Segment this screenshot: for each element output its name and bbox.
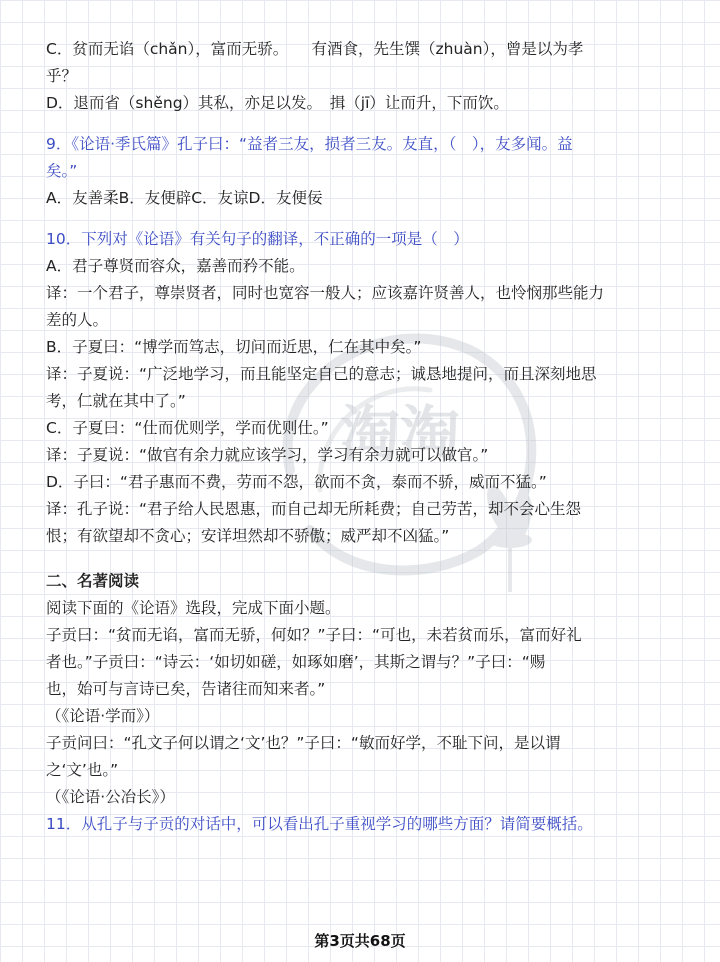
watermark-text: 淘淘 <box>340 400 460 470</box>
passage-line: 者也。”子贡曰：“诗云：‘如切如磋，如琢如磨’，其斯之谓与？”子曰：“赐 <box>46 653 546 671</box>
q10-line: C．子夏曰：“仕而优则学，学而优则仕。” <box>46 419 329 437</box>
q10-line: D．子曰：“君子惠而不费，劳而不怨，欲而不贪，泰而不骄，威而不猛。” <box>46 473 547 491</box>
document-page <box>46 36 686 838</box>
q10-line: 考，仁就在其中了。” <box>46 392 186 410</box>
passage-source: （《论语·公冶长》） <box>46 788 175 806</box>
q9-stem-line1: 9．《论语·季氏篇》孔子曰：“益者三友，损者三友。友直，（ ），友多闻。益 <box>46 135 573 153</box>
q8-option-d: D．退而省（shěng）其私，亦足以发。 揖（jī）让而升，下而饮。 <box>46 94 509 112</box>
q10-line: A．君子尊贤而容众，嘉善而矜不能。 <box>46 257 305 275</box>
q10-stem: 10．下列对《论语》有关句子的翻译，不正确的一项是（ ） <box>46 230 469 248</box>
q8-option-c-line2: 乎？ <box>46 67 78 85</box>
q10-line: 恨；有欲望却不贪心；安详坦然却不骄傲；威严却不凶猛。” <box>46 527 450 545</box>
q8-option-c-line1: C．贫而无谄（chǎn），富而无骄。 有酒食，先生馔（zhuàn），曾是以为孝 <box>46 40 584 58</box>
q11-stem: 11．从孔子与子贡的对话中，可以看出孔子重视学习的哪些方面？请简要概括。 <box>46 815 593 833</box>
q9-options: A．友善柔B．友便辟C．友谅D．友便佞 <box>46 189 323 207</box>
q10-line: 译：子夏说：“做官有余力就应该学习，学习有余力就可以做官。” <box>46 446 489 464</box>
passage-line: 之‘文’也。” <box>46 761 119 779</box>
q10-line: 译：子夏说：“广泛地学习，而且能坚定自己的意志；诚恳地提问，而且深刻地思 <box>46 365 597 383</box>
passage-line: 子贡曰：“贫而无谄，富而无骄，何如？”子曰：“可也，未若贫而乐，富而好礼 <box>46 626 582 644</box>
q10-line: B．子夏曰：“博学而笃志，切问而近思，仁在其中矣。” <box>46 338 422 356</box>
section-heading: 二、名著阅读 <box>46 572 140 590</box>
passage-line: 阅读下面的《论语》选段，完成下面小题。 <box>46 599 341 617</box>
q10-line: 译：一个君子，尊崇贤者，同时也宽容一般人；应该嘉许贤善人，也怜悯那些能力 <box>46 284 605 302</box>
q9-stem-line2: 矣。” <box>46 162 78 180</box>
passage-line: 也，始可与言诗已矣，告诸往而知来者。” <box>46 680 326 698</box>
passage-source: （《论语·学而》） <box>46 707 160 725</box>
q10-line: 译：孔子说：“君子给人民恩惠，而自己却无所耗费；自己劳苦，却不会心生怨 <box>46 500 582 518</box>
page-number: 第3页共68页 <box>314 932 406 950</box>
passage-line: 子贡问曰：“孔文子何以谓之‘文’也？”子曰：“敏而好学，不耻下问，是以谓 <box>46 734 561 752</box>
q10-line: 差的人。 <box>46 311 109 329</box>
